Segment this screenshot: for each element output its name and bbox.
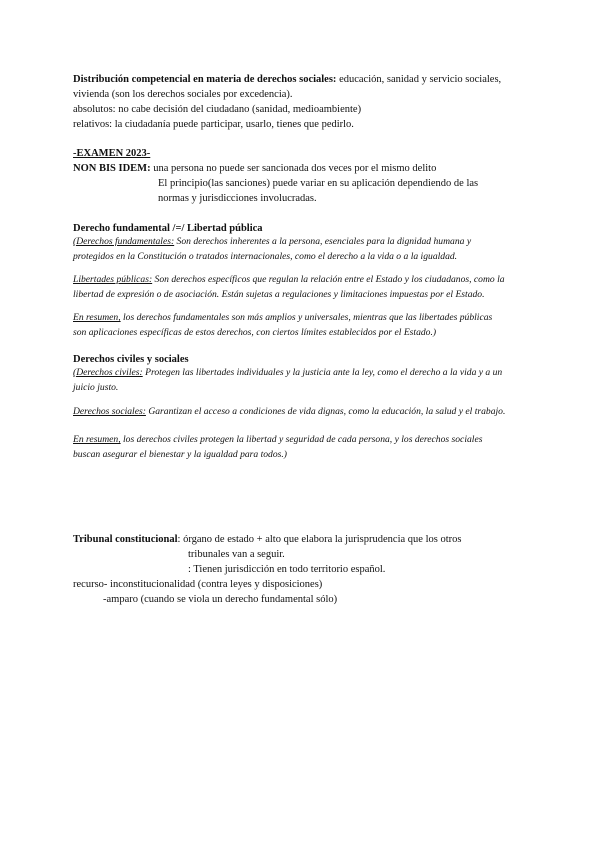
competencias-block — [73, 72, 533, 132]
dc-paragraph — [73, 366, 533, 395]
tribunal-line5: -amparo (cuando se viola un derecho fundamental sólo) — [103, 594, 338, 605]
lp-paragraph — [73, 273, 533, 302]
ds-label: Derechos sociales: — [73, 406, 146, 417]
competencias-title: Distribución competencial en materia de derechos sociales: — [73, 74, 337, 85]
ds-text: Garantizan el acceso a condiciones de vida dignas, como la educación, la salud y el trabajo. — [145, 406, 506, 417]
nbi-line2: El principio(las sanciones) puede variar en su aplicación dependiendo de las — [158, 178, 479, 189]
derecho-fundamental-heading-block — [73, 221, 533, 236]
competencias-title-rest: educación, sanidad y servicio sociales, — [336, 74, 502, 85]
civiles-resumen-line2: buscan asegurar el bienestar y la igualdad para todos.) — [73, 448, 287, 460]
nbi-line3: normas y jurisdicciones involucradas. — [158, 193, 317, 204]
dc-line2: juicio justo. — [73, 381, 119, 393]
lp-line2: libertad de expresión o de asociación. Están sujetas a regulaciones y limitaciones impuestas por el Estado. — [73, 288, 485, 300]
civiles-heading-block — [73, 352, 533, 367]
dc-label: (Derechos civiles: — [73, 367, 143, 378]
df-text: Son derechos inherentes a la persona, esenciales para la dignidad humana y — [174, 236, 472, 247]
tribunal-line3: : Tienen jurisdicción en todo territorio español. — [188, 564, 386, 575]
competencias-line4: relativos: la ciudadanía puede participar, usarlo, tienes que pedirlo. — [73, 119, 354, 130]
civiles-resumen-label: En resumen, — [73, 434, 121, 445]
df-resumen-line2: son aplicaciones específicas de estos derechos, con ciertos límites establecidos por el Estado.) — [73, 326, 437, 338]
df-paragraph — [73, 235, 533, 264]
derecho-fundamental-heading: Derecho fundamental /=/ Libertad pública — [73, 223, 263, 234]
df-resumen-paragraph — [73, 311, 533, 340]
tribunal-label: Tribunal constitucional — [73, 534, 178, 545]
df-resumen-text: los derechos fundamentales son más amplios y universales, mientras que las libertades públicas — [120, 312, 493, 323]
df-label: (Derechos fundamentales: — [73, 236, 175, 247]
competencias-line2: vivienda (son los derechos sociales por excedencia). — [73, 89, 293, 100]
df-line2: protegidos en la Constitución o tratados internacionales, como el derecho a la vida o a la igualdad. — [73, 250, 458, 262]
lp-label: Libertades públicas: — [73, 274, 153, 285]
civiles-resumen-paragraph — [73, 433, 533, 462]
competencias-line3: absolutos: no cabe decisión del ciudadano (sanidad, medioambiente) — [73, 104, 362, 115]
tribunal-block — [73, 532, 533, 607]
df-resumen-label: En resumen, — [73, 312, 121, 323]
examen-heading: -EXAMEN 2023- — [73, 148, 151, 159]
nbi-label: NON BIS IDEM: — [73, 163, 151, 174]
civiles-heading: Derechos civiles y sociales — [73, 354, 189, 365]
dc-text: Protegen las libertades individuales y la justicia ante la ley, como el derecho a la vida y a un — [142, 367, 503, 378]
nbi-text: una persona no puede ser sancionada dos veces por el mismo delito — [150, 163, 437, 174]
tribunal-text: : órgano de estado + alto que elabora la jurisprudencia que los otros — [177, 534, 462, 545]
civiles-resumen-text: los derechos civiles protegen la libertad y seguridad de cada persona, y los derechos sociales — [120, 434, 483, 445]
ds-paragraph — [73, 405, 533, 420]
lp-text: Son derechos específicos que regulan la relación entre el Estado y los ciudadanos, como la — [152, 274, 505, 285]
tribunal-line2: tribunales van a seguir. — [188, 549, 285, 560]
tribunal-line4: recurso- inconstitucionalidad (contra leyes y disposiciones) — [73, 579, 323, 590]
examen-block — [73, 146, 533, 206]
